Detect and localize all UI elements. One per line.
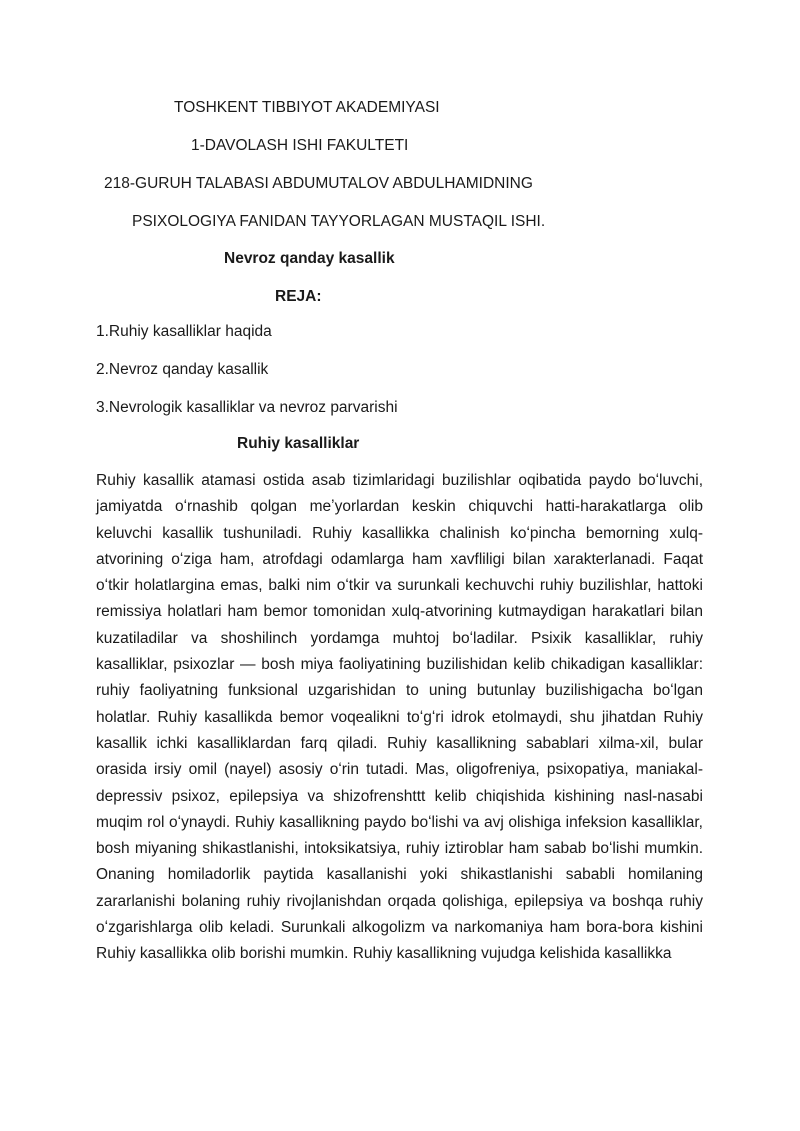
plan-item: 2.Nevroz qanday kasallik — [96, 361, 269, 378]
section-paragraph: Ruhiy kasallik atamasi ostida asab tizimlaridagi buzilishlar oqibatida paydo boʻluvchi, jamiyatda oʻrnashib qolgan meʼyorlardan keskin chiquvchi hatti-harakatlarga olib keluvchi kasallik tushuniladi. Ruhiy kasallikka chalinish koʻpincha bemorning xulq-atvorining oʻziga ham, atrofdagi odamlarga ham xavfliligi bilan xarakterlanadi. Faqat oʻtkir holatlargina emas, balki nim oʻtkir va surunkali kechuvchi ruhiy buzilishlar, hattoki remissiya holatlari ham bemor tomonidan xulq-atvorining kutmaydigan harakatlari bilan kuzatiladilar va shoshilinch yordamga muhtoj boʻladilar. Psixik kasalliklar, ruhiy kasalliklar, psixozlar — bosh miya faoliyatining buzilishidan kelib chikadigan kasalliklar: ruhiy faoliyatning funksional uzgarishidan to uning butunlay buzilishigacha boʻlgan holatlar. Ruhiy kasallikda bemor voqealikni toʻgʻri idrok etolmaydi, shu jihatdan Ruhiy kasallik ichki kasalliklardan farq qiladi. Ruhiy kasallikning sabablari xilma-xil, bular orasida irsiy omil (nayel) asosiy oʻrin tutadi. Mas, oligofreniya, psixopatiya, maniakal-depressiv psixoz, epilepsiya va shizofrenshttt kelib chiqishida kishining nasl-nasabi muqim rol oʻynaydi. Ruhiy kasallikning paydo boʻlishi va avj olishiga infeksion kasalliklar, bosh miyaning shikastlanishi, intoksikatsiya, ruhiy iztiroblar ham sabab boʻlishi mumkin. Onaning homiladorlik paytida kasallanishi yoki shikastlanishi sababli homilaning zararlanishi bolaning ruhiy rivojlanishdan orqada qolishiga, epilepsiya va boshqa ruhiy oʻzgarishlarga olib keladi. Surunkali alkogolizm va narkomaniya ham bora-bora kishini Ruhiy kasallikka olib borishi mumkin. Ruhiy kasallikning vujudga kelishida kasallikka — [96, 472, 703, 963]
plan-heading: REJA: — [275, 288, 322, 305]
plan-item: 3.Nevrologik kasalliklar va nevroz parvarishi — [96, 399, 398, 416]
section-heading: Ruhiy kasalliklar — [237, 435, 360, 452]
plan-item: 1.Ruhiy kasalliklar haqida — [96, 323, 272, 340]
faculty-name: 1-DAVOLASH ISHI FAKULTETI — [191, 137, 409, 154]
work-description: PSIXOLOGIYA FANIDAN TAYYORLAGAN MUSTAQIL ISHI. — [132, 213, 546, 230]
institution-name: TOSHKENT TIBBIYOT AKADEMIYASI — [174, 99, 440, 116]
student-line: 218-GURUH TALABASI ABDUMUTALOV ABDULHAMIDNING — [104, 175, 533, 192]
topic-title: Nevroz qanday kasallik — [224, 250, 395, 267]
